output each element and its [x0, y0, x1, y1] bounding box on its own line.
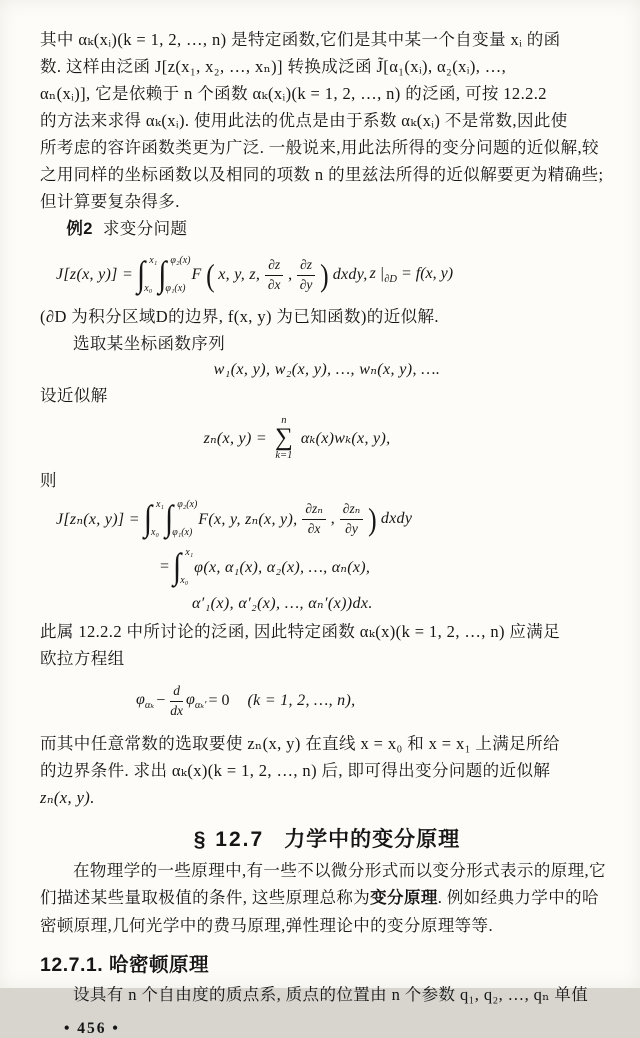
formula-args: F(x, y, zₙ(x, y),	[198, 511, 298, 528]
boundary-note: (∂D 为积分区域D的边界, f(x, y) 为已知函数)的近似解.	[40, 307, 439, 326]
text-line: 其中 αₖ(xᵢ)(k = 1, 2, …, n) 是特定函数,它们是其中某一个自变量 xᵢ 的函	[40, 30, 561, 49]
sum-lower-limit: k=1	[275, 449, 293, 461]
equals-sign: =	[160, 558, 170, 575]
subsection-heading: 12.7.1. 哈密顿原理	[40, 954, 210, 976]
phi-alpha-k: $\varphi_{\alpha_k}$	[136, 690, 155, 712]
paragraph-principles	[40, 857, 614, 939]
summation	[275, 415, 293, 462]
partial-zn-partial-x: $\frac{\text{∂zₙ}}{\partial x}$	[302, 501, 325, 538]
text-line: 此属 12.2.2 中所讨论的泛函, 因此特定函数 αₖ(x)(k = 1, 2, …, n) 应满足	[40, 622, 561, 641]
euler-system-label: 欧拉方程组	[40, 649, 125, 668]
text-line: 们描述某些量取极值的条件, 这些原理总称为变分原理. 例如经典力学中的哈	[40, 888, 599, 907]
integral-inner: ∫ φ₂(x) φ₁(x)	[164, 498, 198, 539]
formula-approximate-solution	[40, 411, 554, 465]
boundary-condition: z $|_{\partial D} = f(x$, y)	[369, 264, 454, 286]
d-dx: $\frac{d}{dx}$	[170, 682, 183, 718]
formula-euler-equations	[136, 680, 614, 722]
page-number: • 456 •	[64, 1020, 120, 1037]
formula-rhs: αₖ(x)wₖ(x, y),	[300, 430, 391, 447]
integral-outer: ∫ x₁ x₀	[143, 498, 164, 539]
text-line: 之用同样的坐标函数以及相同的项数 n 的里兹法所得的近似解要更为精确些;	[40, 165, 604, 184]
formula-lhs: J[z(x, y)] =	[56, 266, 134, 283]
paragraph-continuation	[40, 26, 614, 215]
left-paren: (	[205, 257, 215, 293]
assume-approx-line: 设近似解	[40, 386, 108, 405]
text-line: 在物理学的一些原理中,有一些不以微分形式而以变分形式表示的原理,它	[73, 861, 606, 880]
integral: ∫ x₁ x₀	[173, 546, 194, 587]
partial-z-partial-x: $\frac{\partial z}{\partial x}$	[265, 257, 283, 294]
phi-alpha-k-prime: $\varphi_{\alpha_k'}$	[185, 690, 207, 712]
section-title: 力学中的变分原理	[284, 828, 461, 851]
formula-lhs: J[zₙ(x, y)] =	[56, 511, 140, 528]
formula-J-zn-line3: α′₁(x), α′₂(x), …, αₙ′(x))dx.	[192, 595, 373, 612]
text-line: 密顿原理,几何光学中的费马原理,弹性理论中的变分原理等等.	[40, 916, 493, 935]
integral-inner	[158, 254, 191, 295]
section-heading	[40, 823, 614, 857]
sum-upper-limit: n	[281, 414, 287, 426]
then-line: 则	[40, 471, 57, 490]
equals-zero: = 0	[208, 692, 230, 709]
example-heading	[40, 215, 614, 243]
index-condition: (k = 1, 2, …, n),	[247, 692, 356, 709]
formula-J-zn-line1	[54, 494, 614, 544]
integral-icon: ∫	[158, 254, 167, 295]
text-line: 所考虑的容许函数类更为广泛. 一般说来,用此法所得的变分问题的近似解,较	[40, 138, 599, 157]
example-title: 求变分问题	[102, 219, 188, 238]
text-line: 的边界条件. 求出 αₖ(x)(k = 1, 2, …, n) 后, 即可得出变分问题的近似解	[40, 761, 551, 780]
differential: dxdy,	[332, 266, 368, 283]
partial-z-partial-y: $\frac{\partial z}{\partial y}$	[297, 257, 315, 294]
section-number: § 12.7	[193, 828, 265, 851]
text-line: 设具有 n 个自由度的质点系, 质点的位置由 n 个参数 q₁, q₂, …, qₙ 单值	[73, 985, 589, 1004]
text-line: 而其中任意常数的选取要使 zₙ(x, y) 在直线 x = x₀ 和 x = x₁ 上满足所给	[40, 734, 560, 753]
comma: ,	[288, 266, 293, 283]
right-paren: )	[368, 501, 377, 537]
text-line: 的方法来求得 αₖ(xᵢ). 使用此法的优点是由于系数 αₖ(xᵢ) 不是常数,因此使	[40, 111, 568, 130]
integral-lower-limit: x₀	[144, 283, 153, 294]
integral-icon: ∫	[137, 254, 146, 295]
sum-icon: ∑	[274, 424, 293, 452]
integral-icon: ∫	[143, 498, 153, 539]
choose-coordinates-line: 选取某坐标函数序列	[73, 334, 226, 353]
formula-variational-problem	[54, 251, 614, 299]
partial-zn-partial-y: $\frac{\text{∂zₙ}}{\partial y}$	[340, 501, 363, 538]
coordinate-function-series: w₁(x, y), w₂(x, y), …, wₙ(x, y), ….	[213, 361, 441, 378]
formula-J-zn-line2	[158, 544, 614, 590]
minus-sign: −	[156, 692, 166, 709]
bold-term: 变分原理	[370, 889, 438, 907]
integral-icon: ∫	[173, 546, 182, 587]
differential: dxdy	[380, 510, 413, 527]
integral-upper-limit: x₁	[149, 255, 158, 266]
formula-lhs: zₙ(x, y) =	[203, 430, 267, 447]
formula-args: x, y, z,	[218, 266, 261, 283]
text-line: zₙ(x, y).	[40, 788, 95, 807]
text-line: 但计算要复杂得多.	[40, 192, 180, 211]
text-line: 数. 这样由泛函 J[z(x₁, x₂, …, xₙ)] 转换成泛函 J̃[α₁(xᵢ), α₂(xᵢ), …,	[40, 57, 507, 76]
integral-lower-limit: φ₁(x)	[165, 283, 186, 294]
integral-upper-limit: φ₂(x)	[170, 255, 191, 266]
example-label: 例2	[66, 220, 93, 238]
integral-icon: ∫	[164, 498, 174, 539]
formula-body: φ(x, α₁(x), α₂(x), …, αₙ(x),	[194, 559, 371, 576]
integrand-F: F	[191, 266, 202, 283]
integral-outer	[137, 254, 158, 295]
comma: ,	[330, 510, 335, 527]
right-paren: )	[320, 257, 329, 293]
text-line: αₙ(xᵢ)], 它是依赖于 n 个函数 αₖ(xᵢ)(k = 1, 2, …, n) 的泛函, 可按 12.2.2	[40, 84, 547, 103]
